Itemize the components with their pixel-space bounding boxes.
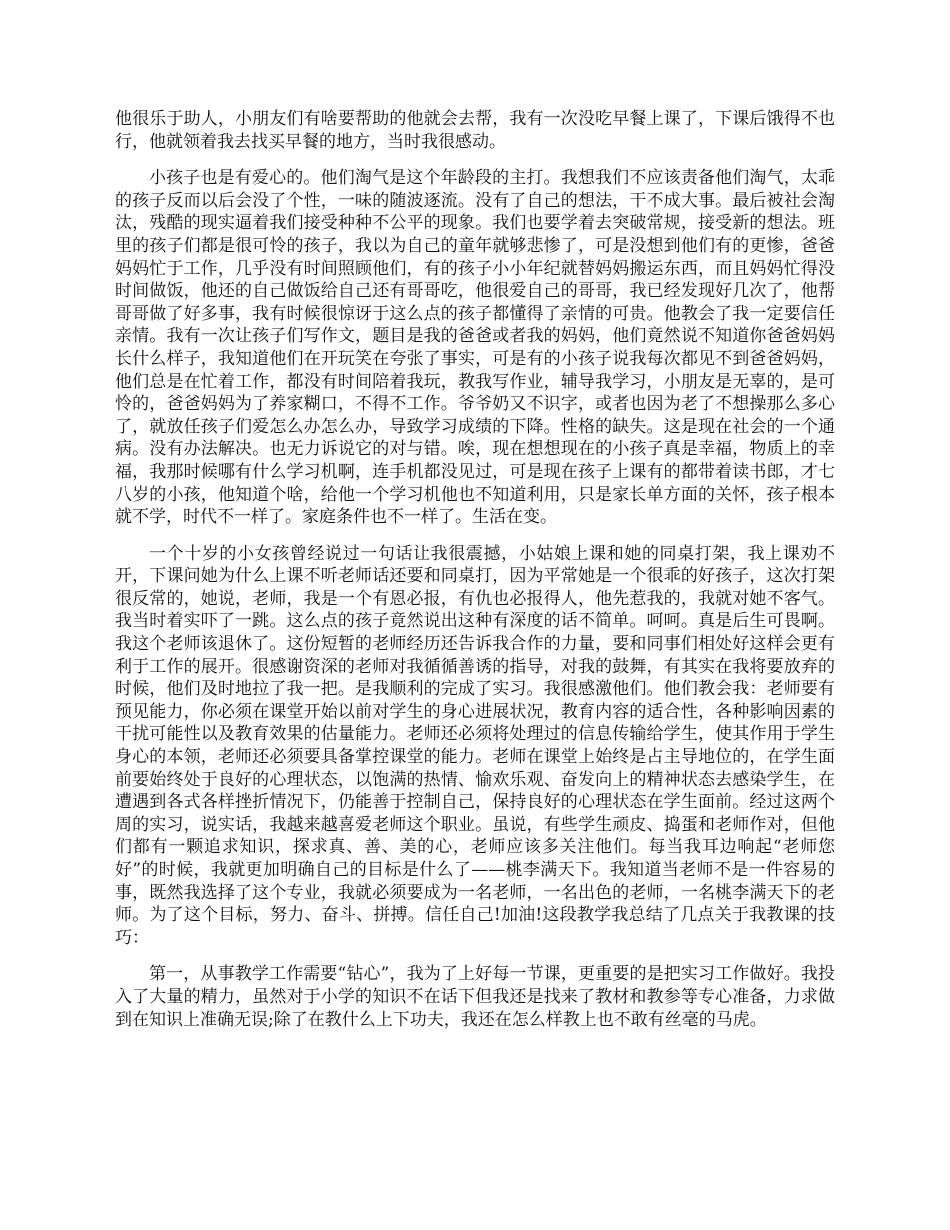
paragraph-1: 他很乐于助人，小朋友们有啥要帮助的他就会去帮，我有一次没吃早餐上课了，下课后饿得不也行，他就领着我去找买早餐的地方，当时我很感动。 [115, 109, 835, 152]
document-page [115, 108, 835, 1045]
paragraph-2: 小孩子也是有爱心的。他们淘气是这个年龄段的主打。我想我们不应该责备他们淘气，太乖的孩子反而以后会没了个性，一味的随波逐流。没有了自己的想法，干不成大事。最后被社会淘汰，残酷的现实逼着我们接受种种不公平的现象。我们也要学着去突破常规，接受新的想法。班里的孩子们都是很可怜的孩子，我以为自己的童年就够悲惨了，可是没想到他们有的更惨，爸爸妈妈忙于工作，几乎没有时间照顾他们，有的孩子小小年纪就替妈妈搬运东西，而且妈妈忙得没时间做饭，他还的自己做饭给自己还有哥哥吃，他很爱自己的哥哥，我已经发现好几次了，他帮哥哥做了好多事，我有时候很惊讶于这么点的孩子都懂得了亲情的可贵。他教会了我一定要信任亲情。我有一次让孩子们写作文，题目是我的爸爸或者我的妈妈，他们竟然说不知道你爸爸妈妈长什么样子，我知道他们在开玩笑在夸张了事实，可是有的小孩子说我每次都见不到爸爸妈妈，他们总是在忙着工作，都没有时间陪着我玩，教我写作业，辅导我学习，小朋友是无辜的，是可怜的，爸爸妈妈为了养家糊口，不得不工作。爷爷奶又不识字，或者也因为老了不想操那么多心了，就放任孩子们爱怎么办怎么办，导致学习成绩的下降。性格的缺失。这是现在社会的一个通病。没有办法解决。也无力诉说它的对与错。唉，现在想想现在的小孩子真是幸福，物质上的幸福，我那时候哪有什么学习机啊，连手机都没见过，可是现在孩子上课有的都带着读书郎，才七八岁的小孩，他知道个啥，给他一个学习机他也不知道利用，只是家长单方面的关怀，孩子根本就不学，时代不一样了。家庭条件也不一样了。生活在变。 [115, 168, 835, 528]
paragraph-4: 第一，从事教学工作需要“钻心”，我为了上好每一节课，更重要的是把实习工作做好。我投入了大量的精力，虽然对于小学的知识不在话下但我还是找来了教材和教参等专心准备，力求做到在知识上准确无误;除了在教什么上下功夫，我还在怎么样教上也不敢有丝毫的马虎。 [115, 964, 835, 1030]
paragraph-3: 一个十岁的小女孩曾经说过一句话让我很震撼，小姑娘上课和她的同桌打架，我上课劝不开，下课问她为什么上课不听老师话还要和同桌打，因为平常她是一个很乖的好孩子，这次打架很反常的，她说，老师，我是一个有恩必报，有仇也必报得人，他先惹我的，我就对她不客气。我当时着实吓了一跳。这么点的孩子竟然说出这种有深度的话不简单。呵呵。真是后生可畏啊。我这个老师该退休了。这份短暂的老师经历还告诉我合作的力量，要和同事们相处好这样会更有利于工作的展开。很感谢资深的老师对我循循善诱的指导，对我的鼓舞，有其实在我将要放弃的时候，他们及时地拉了我一把。是我顺利的完成了实习。我很感激他们。他们教会我：老师要有预见能力，你必须在课堂开始以前对学生的身心进展状况，教育内容的适合性，各种影响因素的干扰可能性以及教育效果的估量能力。老师还必须将处理过的信息传输给学生，使其作用于学生身心的本领，老师还必须要具备掌控课堂的能力。老师在课堂上始终是占主导地位的，在学生面前要始终处于良好的心理状态，以饱满的热情、愉欢乐观、奋发向上的精神状态去感染学生，在遭遇到各式各样挫折情况下，仍能善于控制自己，保持良好的心理状态在学生面前。经过这两个周的实习，说实话，我越来越喜爱老师这个职业。虽说，有些学生顽皮、捣蛋和老师作对，但他们都有一颗追求知识，探求真、善、美的心，老师应该多关注他们。每当我耳边响起“老师您好”的时候，我就更加明确自己的目标是什么了——桃李满天下。我知道当老师不是一件容易的事，既然我选择了这个专业，我就必须要成为一名老师，一名出色的老师，一名桃李满天下的老师。为了这个目标，努力、奋斗、拼搏。信任自己!加油!这段教学我总结了几点关于我教课的技巧： [115, 543, 835, 948]
